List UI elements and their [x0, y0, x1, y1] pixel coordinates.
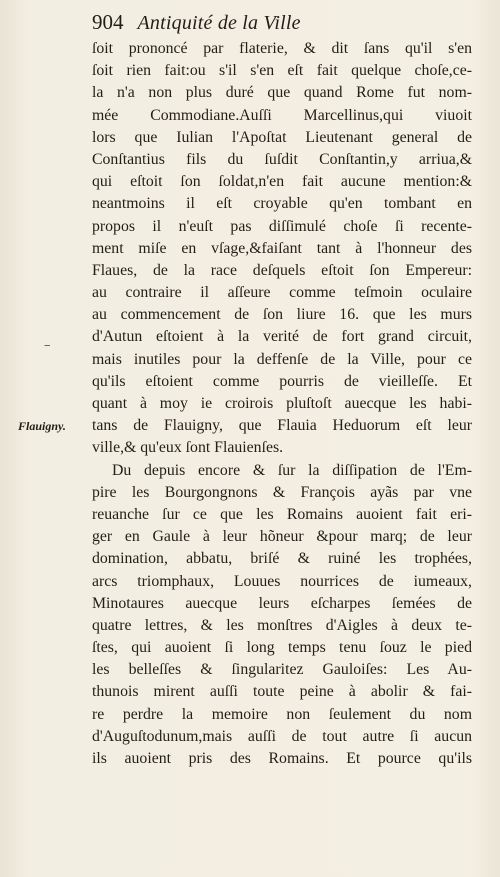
text-line: qui eſtoit ſon ſoldat,n'en fait aucune mention:& [92, 173, 472, 191]
text-line: arcs triomphaux, Louues nourrices de iumeaux, [92, 572, 472, 590]
text-line: neantmoins il eſt croyable qu'en tombant en [92, 195, 472, 213]
body-text [92, 38, 472, 770]
text-line: mée Commodiane.Auſſi Marcellinus,qui viuoit [92, 106, 472, 124]
text-line: ger en Gaule à leur hõneur &pour marq; de leur [92, 528, 472, 546]
text-line: les belleſſes & ſingularitez Gauloiſes: Les Au- [92, 661, 472, 679]
text-line: au contraire il aſſeure comme teſmoin oculaire [92, 284, 472, 302]
text-line: ſtes, qui auoient ſi long temps tenu ſouz le pied [92, 639, 472, 657]
text-line: lors que Iulian l'Apoſtat Lieutenant general de [92, 128, 472, 146]
text-line: au commencement de ſon liure 16. que les murs [92, 306, 472, 324]
page-number: 904 [92, 10, 124, 34]
text-line: qu'ils eſtoient comme pourris de vieilleſſe. Et [92, 372, 472, 390]
running-title: Antiquité de la Ville [137, 12, 301, 34]
text-line: thunois mirent auſſi toute peine à abolir & fai- [92, 683, 472, 701]
text-line: Flaues, de la race deſquels eſtoit ſon Empereur: [92, 261, 472, 279]
text-line: reuanche ſur ce que les Romains auoient fait eri- [92, 505, 472, 523]
text-line: tans de Flauigny, que Flauia Heduorum eſt leur [92, 417, 472, 435]
text-line: pire les Bourgongnons & François ayãs par vne [92, 483, 472, 501]
text-line: ſoit rien fait:ou s'il s'en eſt fait quelque choſe,ce- [92, 62, 472, 80]
text-line: ils auoient pris des Romains. Et pource qu'ils [92, 750, 472, 767]
text-line: Minotaures auecque leurs eſcharpes ſemées de [92, 594, 472, 612]
text-line: ment miſe en vſage,&faiſant tant à l'honneur des [92, 239, 472, 257]
running-head [92, 10, 301, 38]
text-line: mais inutiles pour la deffenſe de la Ville, pour ce [92, 350, 472, 368]
text-line: ville,& qu'eux ſont Flauienſes. [92, 439, 284, 457]
text-line: la n'a non plus duré que quand Rome fut nom- [92, 84, 472, 102]
margin-note: Flauigny. [18, 419, 66, 433]
text-line: d'Autun eſtoient à la verité de fort grand circuit, [92, 328, 472, 346]
text-line: quatre lettres, & les monſtres d'Aigles à deux te- [92, 616, 472, 634]
text-line: Du depuis encore & ſur la diſſipation de l'Em- [112, 461, 472, 479]
text-line: Conſtantius fils du ſuſdit Conſtantin,y arriua,& [92, 150, 472, 168]
text-line: quant à moy ie croirois pluſtoſt auecque les habi- [92, 395, 472, 412]
text-line: domination, abbatu, briſé & ruiné les trophées, [92, 550, 472, 568]
text-line: re perdre la memoire non ſeulement du nom [92, 705, 472, 723]
text-line: propos il n'euſt pas diſſimulé choſe ſi recente- [92, 217, 472, 235]
text-line: d'Auguſtodunum,mais auſſi de tout autre ſi aucun [92, 727, 472, 745]
margin-mark: – [44, 338, 51, 353]
text-line: ſoit prononcé par flaterie, & dit ſans qu'il s'en [92, 40, 472, 57]
